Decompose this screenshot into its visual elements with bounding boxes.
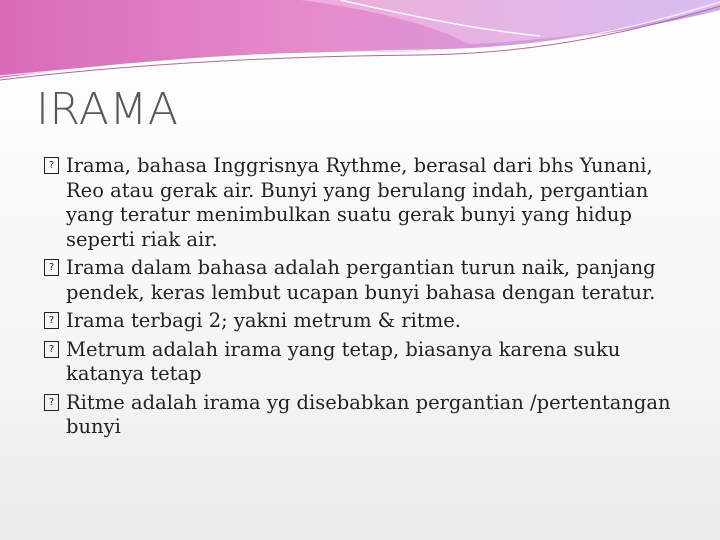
bullet-glyph-icon: ? [44,312,59,329]
bullet-text: Metrum adalah irama yang tetap, biasanya karena suku katanya tetap [66,337,621,385]
bullet-glyph-icon: ? [44,259,59,276]
bullet-text: Irama, bahasa Inggrisnya Rythme, berasal dari bhs Yunani, Reo atau gerak air. Bunyi yang berulang indah, pergantian yang teratur menimbulkan suatu gerak bunyi yang hidup seperti riak air. [66,154,653,251]
bullet-item [44,256,694,305]
bullet-text: Ritme adalah irama yg disebabkan pergantian /pertentangan bunyi [66,390,671,438]
bullet-glyph-icon: ? [44,394,59,411]
bullet-text: Irama terbagi 2; yakni metrum & ritme. [66,309,461,332]
decorative-banner [0,0,720,90]
bullet-item [44,309,694,334]
bullet-glyph-icon: ? [44,341,59,358]
bullet-text: Irama dalam bahasa adalah pergantian turun naik, panjang pendek, keras lembut ucapan bunyi bahasa dengan teratur. [66,256,656,304]
bullet-item [44,154,694,252]
slide-title: IRAMA [36,84,179,135]
bullet-list [44,154,694,444]
bullet-glyph-icon: ? [44,157,59,174]
bullet-item [44,391,694,440]
bullet-item [44,338,694,387]
